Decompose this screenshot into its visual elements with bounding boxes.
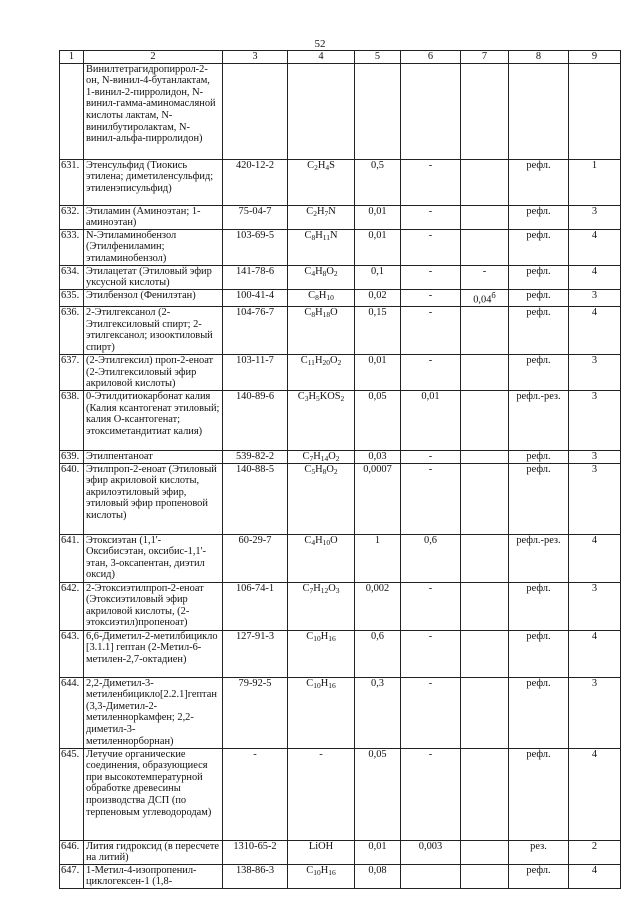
header-row: [60, 51, 621, 64]
substance-name: Летучие органические соединения, образующиеся при высокотемпературной обработке древесины производства ДСП (по терпеновым углеводородам): [84, 748, 223, 840]
cas-number: 539-82-2: [223, 451, 288, 464]
value-col6: -: [401, 265, 461, 289]
class-col8: рефл.: [509, 307, 569, 355]
value-col6: -: [401, 355, 461, 391]
formula: $C_2H_7N$: [288, 205, 355, 229]
table-row: [60, 307, 621, 355]
cas-number: 141-78-6: [223, 265, 288, 289]
substance-name: Этоксиэтан (1,1'-Оксибисэтан, оксибис-1,1'-этан, 3-оксапентан, диэтил оксид): [84, 534, 223, 582]
cas-number: 1310-65-2: [223, 840, 288, 864]
value-col7: [461, 391, 509, 451]
table-row: [60, 840, 621, 864]
row-number: 647.: [60, 864, 84, 888]
class-col8: рефл.: [509, 864, 569, 888]
hazard-col9: 3: [569, 205, 621, 229]
value-col6: -: [401, 307, 461, 355]
table-row: [60, 582, 621, 630]
value-col5: 0,15: [355, 307, 401, 355]
value-col5: [355, 63, 401, 159]
substance-name: Лития гидроксид (в пересчете на литий): [84, 840, 223, 864]
formula: $C_4H_{10}O$: [288, 534, 355, 582]
cas-number: 103-11-7: [223, 355, 288, 391]
row-number: 635.: [60, 289, 84, 306]
row-number: 641.: [60, 534, 84, 582]
hazard-col9: 4: [569, 229, 621, 265]
table-row: [60, 864, 621, 888]
formula: LiOH: [288, 840, 355, 864]
class-col8: рефл.: [509, 265, 569, 289]
value-col7: [461, 355, 509, 391]
value-col6: -: [401, 582, 461, 630]
column-header-8: 8: [509, 51, 569, 64]
row-number: 646.: [60, 840, 84, 864]
column-header-7: 7: [461, 51, 509, 64]
row-number: 644.: [60, 677, 84, 748]
row-number: 633.: [60, 229, 84, 265]
row-number: [60, 63, 84, 159]
table-row: [60, 355, 621, 391]
row-number: 638.: [60, 391, 84, 451]
substance-name: N-Этиламинобензол (Этилфениламин; этиламинобензол): [84, 229, 223, 265]
value-col7: $0,04^б$: [461, 289, 509, 306]
value-col7: [461, 840, 509, 864]
hazard-col9: [569, 63, 621, 159]
value-col7: [461, 864, 509, 888]
hazard-col9: 3: [569, 463, 621, 534]
value-col6: [401, 864, 461, 888]
cas-number: 106-74-1: [223, 582, 288, 630]
value-col7: [461, 229, 509, 265]
cas-number: 79-92-5: [223, 677, 288, 748]
class-col8: рефл.: [509, 205, 569, 229]
class-col8: рефл.: [509, 582, 569, 630]
table-row: [60, 677, 621, 748]
value-col7: [461, 205, 509, 229]
value-col5: 0,05: [355, 748, 401, 840]
class-col8: рефл.: [509, 630, 569, 677]
formula: $C_4H_8O_2$: [288, 265, 355, 289]
cas-number: 127-91-3: [223, 630, 288, 677]
column-header-3: 3: [223, 51, 288, 64]
table-row: [60, 289, 621, 306]
value-col6: -: [401, 289, 461, 306]
value-col6: -: [401, 451, 461, 464]
table-row: [60, 748, 621, 840]
formula: $C_5H_8O_2$: [288, 463, 355, 534]
formula: $C_{10}H_{16}$: [288, 677, 355, 748]
value-col7: [461, 451, 509, 464]
page-number: 52: [314, 38, 326, 50]
row-number: 639.: [60, 451, 84, 464]
hazard-col9: 3: [569, 355, 621, 391]
column-header-9: 9: [569, 51, 621, 64]
row-number: 636.: [60, 307, 84, 355]
hazard-col9: 4: [569, 265, 621, 289]
value-col6: [401, 63, 461, 159]
substance-name: 0-Этилдитиокарбонат калия (Калия ксантогенат этиловый; калия О-ксантогенат; этоксиметандитиат калия): [84, 391, 223, 451]
class-col8: рефл.: [509, 463, 569, 534]
column-header-4: 4: [288, 51, 355, 64]
value-col6: -: [401, 159, 461, 205]
value-col5: 0,01: [355, 205, 401, 229]
class-col8: рефл.: [509, 289, 569, 306]
value-col5: 0,01: [355, 229, 401, 265]
table-row: [60, 205, 621, 229]
formula: $C_8H_{10}$: [288, 289, 355, 306]
class-col8: рефл.: [509, 355, 569, 391]
formula: $C_{11}H_{20}O_2$: [288, 355, 355, 391]
value-col7: [461, 534, 509, 582]
value-col6: -: [401, 205, 461, 229]
substance-name: (2-Этилгексил) проп-2-еноат (2-Этилгексиловый эфир акриловой кислоты): [84, 355, 223, 391]
value-col7: [461, 582, 509, 630]
value-col6: 0,01: [401, 391, 461, 451]
substance-name: Этилпентаноат: [84, 451, 223, 464]
cas-number: 140-89-6: [223, 391, 288, 451]
substances-table: [59, 50, 621, 889]
cas-number: 103-69-5: [223, 229, 288, 265]
hazard-col9: 4: [569, 534, 621, 582]
column-header-1: 1: [60, 51, 84, 64]
value-col6: 0,6: [401, 534, 461, 582]
hazard-col9: 2: [569, 840, 621, 864]
class-col8: рефл.: [509, 451, 569, 464]
value-col6: -: [401, 630, 461, 677]
hazard-col9: 4: [569, 748, 621, 840]
value-col7: [461, 463, 509, 534]
formula: $C_7H_{14}O_2$: [288, 451, 355, 464]
value-col5: 1: [355, 534, 401, 582]
value-col7: [461, 307, 509, 355]
table-row: [60, 159, 621, 205]
value-col5: 0,01: [355, 355, 401, 391]
value-col5: 0,03: [355, 451, 401, 464]
class-col8: рефл.: [509, 677, 569, 748]
cas-number: 100-41-4: [223, 289, 288, 306]
value-col7: [461, 159, 509, 205]
row-number: 643.: [60, 630, 84, 677]
substance-name: Винилтетрагидропиррол-2-он, N-винил-4-бутанлактам, 1-винил-2-пирролидон, N-винил-гамма-аминомасляной кислоты лактам, N-винилбутиролактам, N-винил-альфа-пирролидон): [84, 63, 223, 159]
table-row: [60, 229, 621, 265]
class-col8: рефл.: [509, 748, 569, 840]
formula: [288, 63, 355, 159]
table-row: [60, 265, 621, 289]
class-col8: [509, 63, 569, 159]
formula: $C_7H_{12}O_3$: [288, 582, 355, 630]
value-col7: [461, 748, 509, 840]
row-number: 631.: [60, 159, 84, 205]
value-col5: 0,3: [355, 677, 401, 748]
cas-number: -: [223, 748, 288, 840]
formula: $C_{10}H_{16}$: [288, 864, 355, 888]
table-row: [60, 391, 621, 451]
hazard-col9: 3: [569, 451, 621, 464]
value-col5: 0,02: [355, 289, 401, 306]
hazard-col9: 3: [569, 582, 621, 630]
column-header-5: 5: [355, 51, 401, 64]
formula: -: [288, 748, 355, 840]
value-col5: 0,1: [355, 265, 401, 289]
class-col8: рефл.-рез.: [509, 534, 569, 582]
cas-number: 138-86-3: [223, 864, 288, 888]
class-col8: рез.: [509, 840, 569, 864]
column-header-2: 2: [84, 51, 223, 64]
substance-name: 1-Метил-4-изопропенил-циклогексен-1 (1,8-: [84, 864, 223, 888]
hazard-col9: 1: [569, 159, 621, 205]
table-row: [60, 463, 621, 534]
class-col8: рефл.: [509, 159, 569, 205]
hazard-col9: 4: [569, 864, 621, 888]
row-number: 642.: [60, 582, 84, 630]
substance-name: Этилацетат (Этиловый эфир уксусной кислоты): [84, 265, 223, 289]
cas-number: 140-88-5: [223, 463, 288, 534]
value-col5: 0,05: [355, 391, 401, 451]
row-number: 640.: [60, 463, 84, 534]
value-col5: 0,5: [355, 159, 401, 205]
value-col5: 0,002: [355, 582, 401, 630]
class-col8: рефл.: [509, 229, 569, 265]
cas-number: 60-29-7: [223, 534, 288, 582]
cas-number: 75-04-7: [223, 205, 288, 229]
cas-number: 104-76-7: [223, 307, 288, 355]
substance-name: 2-Этоксиэтилпроп-2-еноат (Этоксиэтиловый эфир акриловой кислоты, (2-этоксиэтил)пропеноат): [84, 582, 223, 630]
value-col6: -: [401, 748, 461, 840]
class-col8: рефл.-рез.: [509, 391, 569, 451]
table-row: [60, 534, 621, 582]
formula: $C_8H_{11}N$: [288, 229, 355, 265]
value-col5: 0,0007: [355, 463, 401, 534]
value-col6: 0,003: [401, 840, 461, 864]
row-number: 634.: [60, 265, 84, 289]
row-number: 632.: [60, 205, 84, 229]
formula: $C_8H_{18}O$: [288, 307, 355, 355]
cas-number: 420-12-2: [223, 159, 288, 205]
table-row: [60, 630, 621, 677]
substance-name: Этилбензол (Фенилэтан): [84, 289, 223, 306]
value-col7: -: [461, 265, 509, 289]
substance-name: Этилпроп-2-еноат (Этиловый эфир акриловой кислоты, акрилоэтиловый эфир, этиловый эфир пропеновой кислоты): [84, 463, 223, 534]
value-col5: 0,01: [355, 840, 401, 864]
formula: $C_2H_4S$: [288, 159, 355, 205]
substance-name: 2-Этилгексанол (2-Этилгексиловый спирт; 2-этилгексанол; изооктиловый спирт): [84, 307, 223, 355]
substance-name: 6,6-Диметил-2-метилбицикло [3.1.1] гептан (2-Метил-6-метилен-2,7-октадиен): [84, 630, 223, 677]
value-col7: [461, 63, 509, 159]
table-row: [60, 451, 621, 464]
cas-number: [223, 63, 288, 159]
hazard-col9: 3: [569, 391, 621, 451]
value-col5: 0,6: [355, 630, 401, 677]
substance-name: Этиламин (Аминоэтан; 1-аминоэтан): [84, 205, 223, 229]
substance-name: Этенсульфид (Тиокись этилена; диметиленсульфид; этиленэписульфид): [84, 159, 223, 205]
value-col7: [461, 677, 509, 748]
formula: $C_{10}H_{16}$: [288, 630, 355, 677]
value-col6: -: [401, 229, 461, 265]
row-number: 645.: [60, 748, 84, 840]
formula: $C_3H_5KOS_2$: [288, 391, 355, 451]
value-col6: -: [401, 677, 461, 748]
value-col7: [461, 630, 509, 677]
hazard-col9: 4: [569, 307, 621, 355]
value-col5: 0,08: [355, 864, 401, 888]
hazard-col9: 4: [569, 630, 621, 677]
hazard-col9: 3: [569, 289, 621, 306]
substance-name: 2,2-Диметил-3-метиленбицикло[2.2.1]гептан (3,3-Диметил-2-метиленнорkамфен; 2,2-диметил-3-метиленнорборнан): [84, 677, 223, 748]
row-number: 637.: [60, 355, 84, 391]
value-col6: -: [401, 463, 461, 534]
table-row: [60, 63, 621, 159]
column-header-6: 6: [401, 51, 461, 64]
hazard-col9: 3: [569, 677, 621, 748]
